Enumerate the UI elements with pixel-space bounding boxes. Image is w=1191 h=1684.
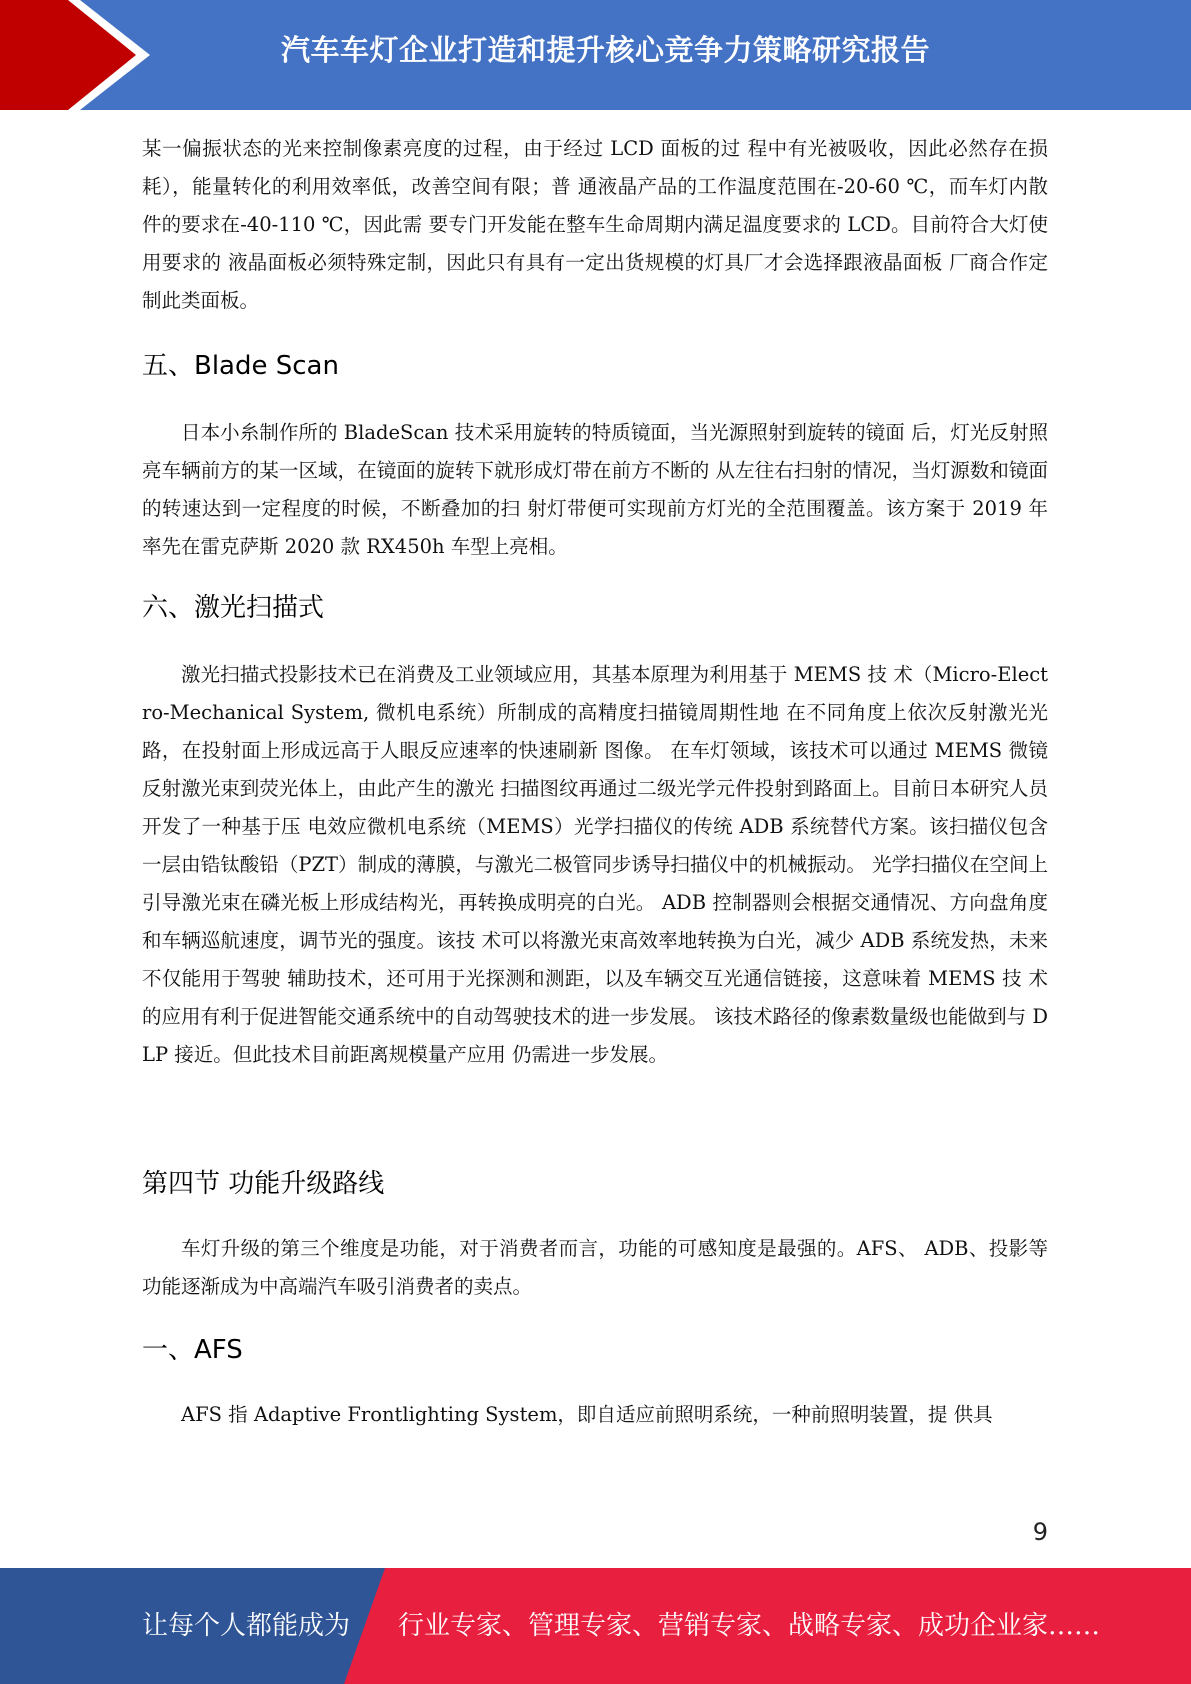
- heading-laser-scan: 六、激光扫描式: [142, 593, 325, 623]
- document-body: [142, 130, 1048, 1434]
- heading-afs: 一、AFS: [142, 1335, 243, 1365]
- page-number: 9: [1032, 1518, 1048, 1546]
- report-title: 汽车车灯企业打造和提升核心竞争力策略研究报告: [280, 33, 930, 67]
- paragraph-afs: AFS 指 Adaptive Frontlighting System，即自适应前照明系统，一种前照明装置，提 供具: [181, 1403, 993, 1426]
- paragraph-lcd: 某一偏振状态的光来控制像素亮度的过程，由于经过 LCD 面板的过 程中有光被吸收，因此必然存在损耗），能量转化的利用效率低，改善空间有限；普 通液晶产品的工作温度范围在-20-60 ℃，而车灯内散件的要求在-40-110 ℃，因此需 要专门开发能在整车生命周期内满足温度要求的 LCD。目前符合大灯使用要求的 液晶面板必须特殊定制，因此只有具有一定出货规模的灯具厂才会选择跟液晶面板 厂商合作定制此类面板。: [142, 137, 1048, 312]
- paragraph-section-four: 车灯升级的第三个维度是功能，对于消费者而言，功能的可感知度是最强的。AFS、 ADB、投影等功能逐渐成为中高端汽车吸引消费者的卖点。: [142, 1237, 1048, 1298]
- heading-section-four: 第四节 功能升级路线: [142, 1169, 385, 1199]
- paragraph-laser-scan: 激光扫描式投影技术已在消费及工业领域应用，其基本原理为利用基于 MEMS 技 术（Micro-Electro-Mechanical System, 微机电系统）所制成的高精度扫描镜周期性地 在不同角度上依次反射激光光路，在投射面上形成远高于人眼反应速率的快速刷新 图像。 在车灯领域，该技术可以通过 MEMS 微镜反射激光束到荧光体上，由此产生的激光 扫描图纹再通过二级光学元件投射到路面上。目前日本研究人员开发了一种基于压 电效应微机电系统（MEMS）光学扫描仪的传统 ADB 系统替代方案。该扫描仪包含 一层由锆钛酸铅（PZT）制成的薄膜，与激光二极管同步诱导扫描仪中的机械振动。 光学扫描仪在空间上引导激光束在磷光板上形成结构光，再转换成明亮的白光。 ADB 控制器则会根据交通情况、方向盘角度和车辆巡航速度，调节光的强度。该技 术可以将激光束高效率地转换为白光，减少 ADB 系统发热，未来不仅能用于驾驶 辅助技术，还可用于光探测和测距，以及车辆交互光通信链接，这意味着 MEMS 技 术的应用有利于促进智能交通系统中的自动驾驶技术的进一步发展。 该技术路径的像素数量级也能做到与 DLP 接近。但此技术目前距离规模量产应用 仍需进一步发展。: [142, 663, 1048, 1066]
- footer-slogan-left: 让每个人都能成为: [142, 1611, 351, 1641]
- heading-blade-scan: 五、Blade Scan: [142, 351, 339, 381]
- paragraph-blade-scan: 日本小糸制作所的 BladeScan 技术采用旋转的特质镜面，当光源照射到旋转的镜面 后，灯光反射照亮车辆前方的某一区域，在镜面的旋转下就形成灯带在前方不断的 从左往右扫射的情况，当灯源数和镜面的转速达到一定程度的时候，不断叠加的扫 射灯带便可实现前方灯光的全范围覆盖。该方案于 2019 年率先在雷克萨斯 2020 款 RX450h 车型上亮相。: [142, 421, 1048, 558]
- footer-slogan-right: 行业专家、管理专家、营销专家、战略专家、成功企业家……: [398, 1611, 1101, 1641]
